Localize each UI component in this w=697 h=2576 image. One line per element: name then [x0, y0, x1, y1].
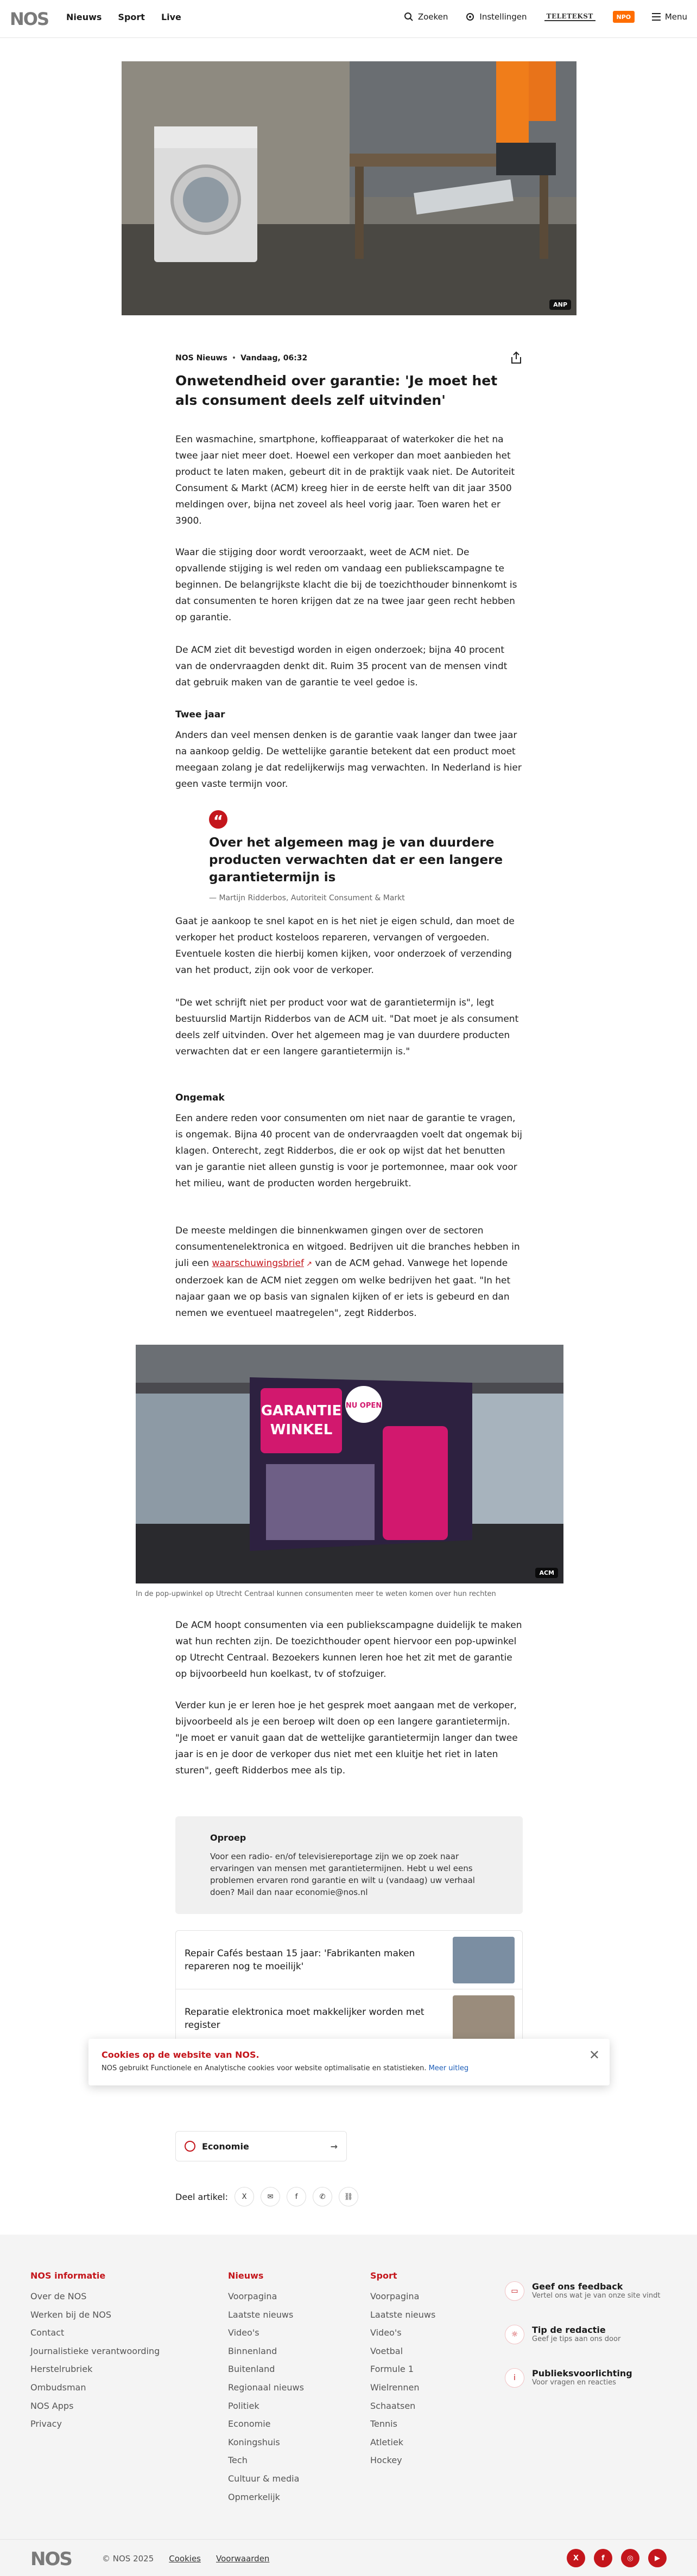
topic-label: Economie: [202, 2141, 249, 2152]
article-title: Onwetendheid over garantie: 'Je moet het als consument deels zelf uitvinden': [175, 373, 498, 408]
paragraph-1: Een wasmachine, smartphone, koffieapparaat of waterkoker die het na twee jaar niet meer doet. Hoewel een verkoper dan moet aanbieden het product te laten maken, gebeurt dit in de praktijk vaak niet. De Autoriteit Consument & Markt (ACM) kreeg hier in de eerste helft van dit jaar 3500 meldingen over, bijna net zoveel als heel vorig jaar. Toen waren het er 3900.: [175, 434, 515, 526]
oproep-title: Oproep: [210, 1833, 246, 1843]
related-title: Reparatie elektronica moet makkelijker worden met register: [185, 2006, 424, 2031]
cta-title: Tip de redactie: [532, 2325, 606, 2335]
svg-text:GARANTIE: GARANTIE: [261, 1403, 342, 1419]
header-actions: [404, 11, 687, 23]
footer-heading: Sport: [370, 2270, 397, 2281]
nav-nieuws[interactable]: Nieuws: [66, 12, 102, 22]
footer-col-info: [30, 2270, 160, 2433]
cta-title: Publieksvoorlichting: [532, 2368, 632, 2378]
share-x-icon[interactable]: X: [235, 2187, 254, 2206]
quote-text: Over het algemeen mag je van duurdere producten verwachten dat er een langere garantietermijn is: [209, 836, 503, 885]
pull-quote: [209, 810, 513, 902]
photo-caption: In de pop-upwinkel op Utrecht Centraal kunnen consumenten meer te weten komen over hun rechten: [136, 1590, 496, 1598]
footer-heading: NOS informatie: [30, 2270, 106, 2281]
footer-col-sport: [370, 2270, 435, 2470]
heading-ongemak: Ongemak: [175, 1092, 225, 1103]
footer-bottom: [0, 2539, 697, 2576]
hamburger-icon: [652, 13, 661, 21]
search-icon: [404, 12, 414, 22]
quote-icon: “: [209, 810, 227, 829]
heading-twee-jaar: Twee jaar: [175, 709, 225, 720]
footer-heading: Nieuws: [228, 2270, 264, 2281]
footer-link[interactable]: Regionaal nieuws: [228, 2382, 304, 2393]
footer-link[interactable]: Contact: [30, 2327, 65, 2338]
photo-credit-badge: ANP: [549, 300, 571, 310]
cta-subtitle: Voor vragen en reacties: [532, 2378, 616, 2387]
garantiewinkel-photo: [136, 1345, 563, 1583]
social-links: [567, 2549, 667, 2567]
svg-text:WINKEL: WINKEL: [270, 1422, 333, 1438]
footer-link[interactable]: Voorpagina: [228, 2291, 277, 2301]
arrow-right-icon: →: [330, 2141, 338, 2152]
paragraph-10: Verder kun je er leren hoe je het gesprek moet aangaan met de verkoper, bijvoorbeeld als je een beroep wilt doen op een langere garantietermijn. "Je moet er vanuit gaan dat de wettelijke garantietermijn langer dan twee jaar is en je door de verkoper dus niet met een kluitje het riet in laten sturen", geeft Ridderbos mee als tip.: [175, 1700, 518, 1776]
teletekst-logo[interactable]: TELETEKST: [544, 12, 595, 21]
paragraph-2: Waar die stijging door wordt veroorzaakt, weet de ACM niet. De opvallende stijging is wel reden om vandaag een publiekscampagne te beginnen. De belangrijkste klacht die bij de toezichthouder binnenkomt is dat consumenten te horen krijgen dat ze na twee jaar geen recht hebben op garantie.: [175, 547, 517, 623]
footer-col-nieuws: [228, 2270, 304, 2506]
cta-subtitle: Geef je tips aan ons door: [532, 2335, 621, 2343]
main-nav: [66, 12, 181, 22]
footer-link[interactable]: Schaatsen: [370, 2400, 416, 2411]
x-icon[interactable]: X: [567, 2549, 585, 2567]
paragraph-8: [175, 1223, 523, 1321]
share-link-icon[interactable]: ⛓: [339, 2187, 358, 2206]
cta-title: Geef ons feedback: [532, 2281, 623, 2292]
feedback-cta[interactable]: [505, 2281, 668, 2301]
instagram-icon[interactable]: ◎: [621, 2549, 639, 2567]
share-mail-icon[interactable]: ✉: [261, 2187, 280, 2206]
publieksvoorlichting-cta[interactable]: [505, 2368, 668, 2388]
footer-link[interactable]: Wielrennen: [370, 2382, 420, 2393]
footer-link[interactable]: Journalistieke verantwoording: [30, 2345, 160, 2356]
share-bar: [175, 2187, 358, 2206]
facebook-icon[interactable]: f: [594, 2549, 612, 2567]
menu-button[interactable]: [652, 12, 687, 22]
quote-source: — Martijn Ridderbos, Autoriteit Consument & Markt: [209, 894, 405, 902]
article-meta: [175, 354, 523, 362]
paragraph-5: Gaat je aankoop te snel kapot en is het niet je eigen schuld, dan moet de verkoper het product kosteloos repareren, vervangen of vergoeden. Eventuele kosten die hierbij komen kijken, voor onderzoek of verzending van het product, zijn ook voor de verkoper.: [175, 916, 515, 976]
info-icon: i: [505, 2368, 524, 2388]
footer-link[interactable]: Politiek: [228, 2400, 259, 2411]
related-thumbnail: [453, 1937, 515, 1983]
footer-link[interactable]: Buitenland: [228, 2364, 275, 2375]
photo-credit-badge: ACM: [535, 1568, 558, 1578]
cookie-title: Cookies op de website van NOS.: [102, 2050, 259, 2060]
nav-sport[interactable]: Sport: [118, 12, 145, 22]
paragraph-3: De ACM ziet dit bevestigd worden in eigen onderzoek; bijna 40 procent van de ondervraagden denkt dit. Ruim 35 procent van de mensen vindt dat gebruik maken van de garantie te veel gedoe is.: [175, 645, 508, 688]
paragraph-6: "De wet schrijft niet per product voor wat de garantietermijn is", legt bestuurslid Martijn Ridderbos van de ACM uit. "Dat moet je als consument deels zelf uitvinden. Over het algemeen mag je van duurdere producten verwachten dat er een langere garantietermijn is.": [175, 997, 519, 1057]
footer-link[interactable]: NOS Apps: [30, 2400, 74, 2411]
logo-text: NOS: [30, 2548, 72, 2570]
nos-logo[interactable]: [10, 11, 48, 27]
footer-link[interactable]: Over de NOS: [30, 2291, 87, 2301]
share-icon: [510, 351, 522, 364]
topic-icon: [185, 2141, 195, 2152]
menu-label: Menu: [664, 12, 687, 22]
gear-icon: [465, 12, 475, 22]
paragraph-8-end: van de ACM gehad. Vanwege het lopende onderzoek kan de ACM niet zeggen om welke bedrijven het gaat. "In het najaar gaan we op basis van signalen kijken of er iets is gebeurd en dan nemen we eventueel maatregelen", zegt Ridderbos.: [175, 1258, 511, 1319]
footer-link[interactable]: Video's: [228, 2327, 259, 2338]
related-title: Repair Cafés bestaan 15 jaar: 'Fabrikanten maken repareren nog te moeilijk': [185, 1948, 415, 1972]
hero-image: [122, 61, 576, 315]
nav-live[interactable]: Live: [161, 12, 181, 22]
footer-link[interactable]: Formule 1: [370, 2364, 414, 2375]
footer-logo[interactable]: [30, 2548, 72, 2570]
search-label: Zoeken: [417, 12, 448, 22]
external-link-icon: ↗: [303, 1260, 312, 1268]
footer-link[interactable]: Werken bij de NOS: [30, 2309, 112, 2320]
cookies-link[interactable]: Cookies: [169, 2554, 201, 2564]
footer-link[interactable]: Privacy: [30, 2419, 62, 2429]
footer-link[interactable]: Atletiek: [370, 2437, 404, 2447]
footer-link[interactable]: Voetbal: [370, 2345, 403, 2356]
footer-link[interactable]: Laatste nieuws: [228, 2309, 294, 2320]
share-button[interactable]: [510, 351, 524, 367]
youtube-icon[interactable]: ▶: [648, 2549, 667, 2567]
oproep-text: Voor een radio- en/of televisiereportage zijn we op zoek naar ervaringen van mensen met garantietermijnen. Hebt u wel eens problemen ervaren rond garantie en wilt u (vandaag) uw verhaal doen? Mail dan naar economie@nos.nl: [210, 1852, 475, 1897]
waarschuwingsbrief-link[interactable]: waarschuwingsbrief: [212, 1258, 304, 1269]
paragraph-9: De ACM hoopt consumenten via een publiekscampagne duidelijk te maken wat hun rechten zijn. De toezichthouder opent hiervoor een pop-upwinkel op Utrecht Centraal. Bezoekers kunnen leren hoe het zit met de garantie op bijvoorbeeld hun koelkast, tv of stofzuiger.: [175, 1620, 522, 1680]
cookie-text: [102, 2064, 597, 2072]
site-footer: [0, 2235, 697, 2576]
search-button[interactable]: [404, 12, 448, 22]
footer-link[interactable]: Laatste nieuws: [370, 2309, 436, 2320]
meta-separator: •: [231, 354, 237, 362]
site-header: [0, 0, 697, 38]
oproep-box: [175, 1816, 523, 1914]
share-whatsapp-icon[interactable]: ✆: [313, 2187, 332, 2206]
related-article[interactable]: [176, 1931, 522, 1989]
topic-economie-button[interactable]: [175, 2131, 347, 2161]
paragraph-8-start: De meeste meldingen die binnenkwamen gingen over de sectoren consumentenelektronica en witgoed. Bedrijven uit die branches hebben in juli een: [175, 1225, 520, 1269]
cookie-banner: [88, 2039, 610, 2085]
footer-link[interactable]: Voorpagina: [370, 2291, 420, 2301]
footer-link[interactable]: Koningshuis: [228, 2437, 280, 2447]
terms-link[interactable]: Voorwaarden: [216, 2554, 270, 2564]
lightbulb-icon: ☼: [505, 2325, 524, 2344]
washing-machine-photo: [122, 61, 576, 315]
footer-link[interactable]: Economie: [228, 2419, 271, 2429]
popup-store-image: [136, 1345, 563, 1583]
footer-link[interactable]: Binnenland: [228, 2345, 277, 2356]
logo-text: NOS: [10, 9, 49, 29]
footer-link[interactable]: Video's: [370, 2327, 402, 2338]
related-thumbnail: [453, 1995, 515, 2042]
share-facebook-icon[interactable]: f: [287, 2187, 306, 2206]
cookie-body: NOS gebruikt Functionele en Analytische cookies voor website optimalisatie en statistieken.: [102, 2064, 427, 2072]
cookie-more-link[interactable]: Meer uitleg: [428, 2064, 469, 2072]
npo-logo[interactable]: NPO: [613, 11, 635, 23]
footer-link[interactable]: Tennis: [370, 2419, 397, 2429]
share-label: Deel artikel:: [175, 2191, 229, 2202]
tip-cta[interactable]: [505, 2325, 668, 2344]
footer-link[interactable]: Tech: [228, 2455, 248, 2466]
chat-icon: ▭: [505, 2281, 524, 2301]
footer-link[interactable]: Ombudsman: [30, 2382, 86, 2393]
paragraph-4: Anders dan veel mensen denken is de garantie vaak langer dan twee jaar na aankoop geldig. De wettelijke garantie betekent dat een product moet meegaan zolang je dat redelijkerwijs mag verwachten. In Nederland is hier geen vaste termijn voor.: [175, 730, 522, 790]
footer-link[interactable]: Opmerkelijk: [228, 2491, 280, 2502]
copyright: © NOS 2025: [102, 2554, 154, 2564]
paragraph-7: Een andere reden voor consumenten om niet naar de garantie te vragen, is ongemak. Bijna 40 procent van de ondervraagden voelt dat ongemak bij klagen. Onterecht, zegt Ridderbos, die er ook op wijst dat het benutten van je garantie niet alleen gunstig is voor je portemonnee, maar ook voor het milieu, want de producten worden hergebruikt.: [175, 1113, 522, 1189]
footer-legal: [102, 2554, 269, 2564]
footer-link[interactable]: Hockey: [370, 2455, 402, 2466]
settings-button[interactable]: [465, 12, 527, 22]
cta-subtitle: Vertel ons wat je van onze site vindt: [532, 2292, 661, 2300]
close-icon[interactable]: ✕: [588, 2047, 600, 2063]
article-source: NOS Nieuws: [175, 354, 227, 362]
settings-label: Instellingen: [479, 12, 527, 22]
article-time: Vandaag, 06:32: [240, 354, 308, 362]
footer-link[interactable]: Herstelrubriek: [30, 2364, 93, 2375]
svg-text:NU OPEN: NU OPEN: [345, 1402, 382, 1410]
footer-link[interactable]: Cultuur & media: [228, 2473, 300, 2484]
